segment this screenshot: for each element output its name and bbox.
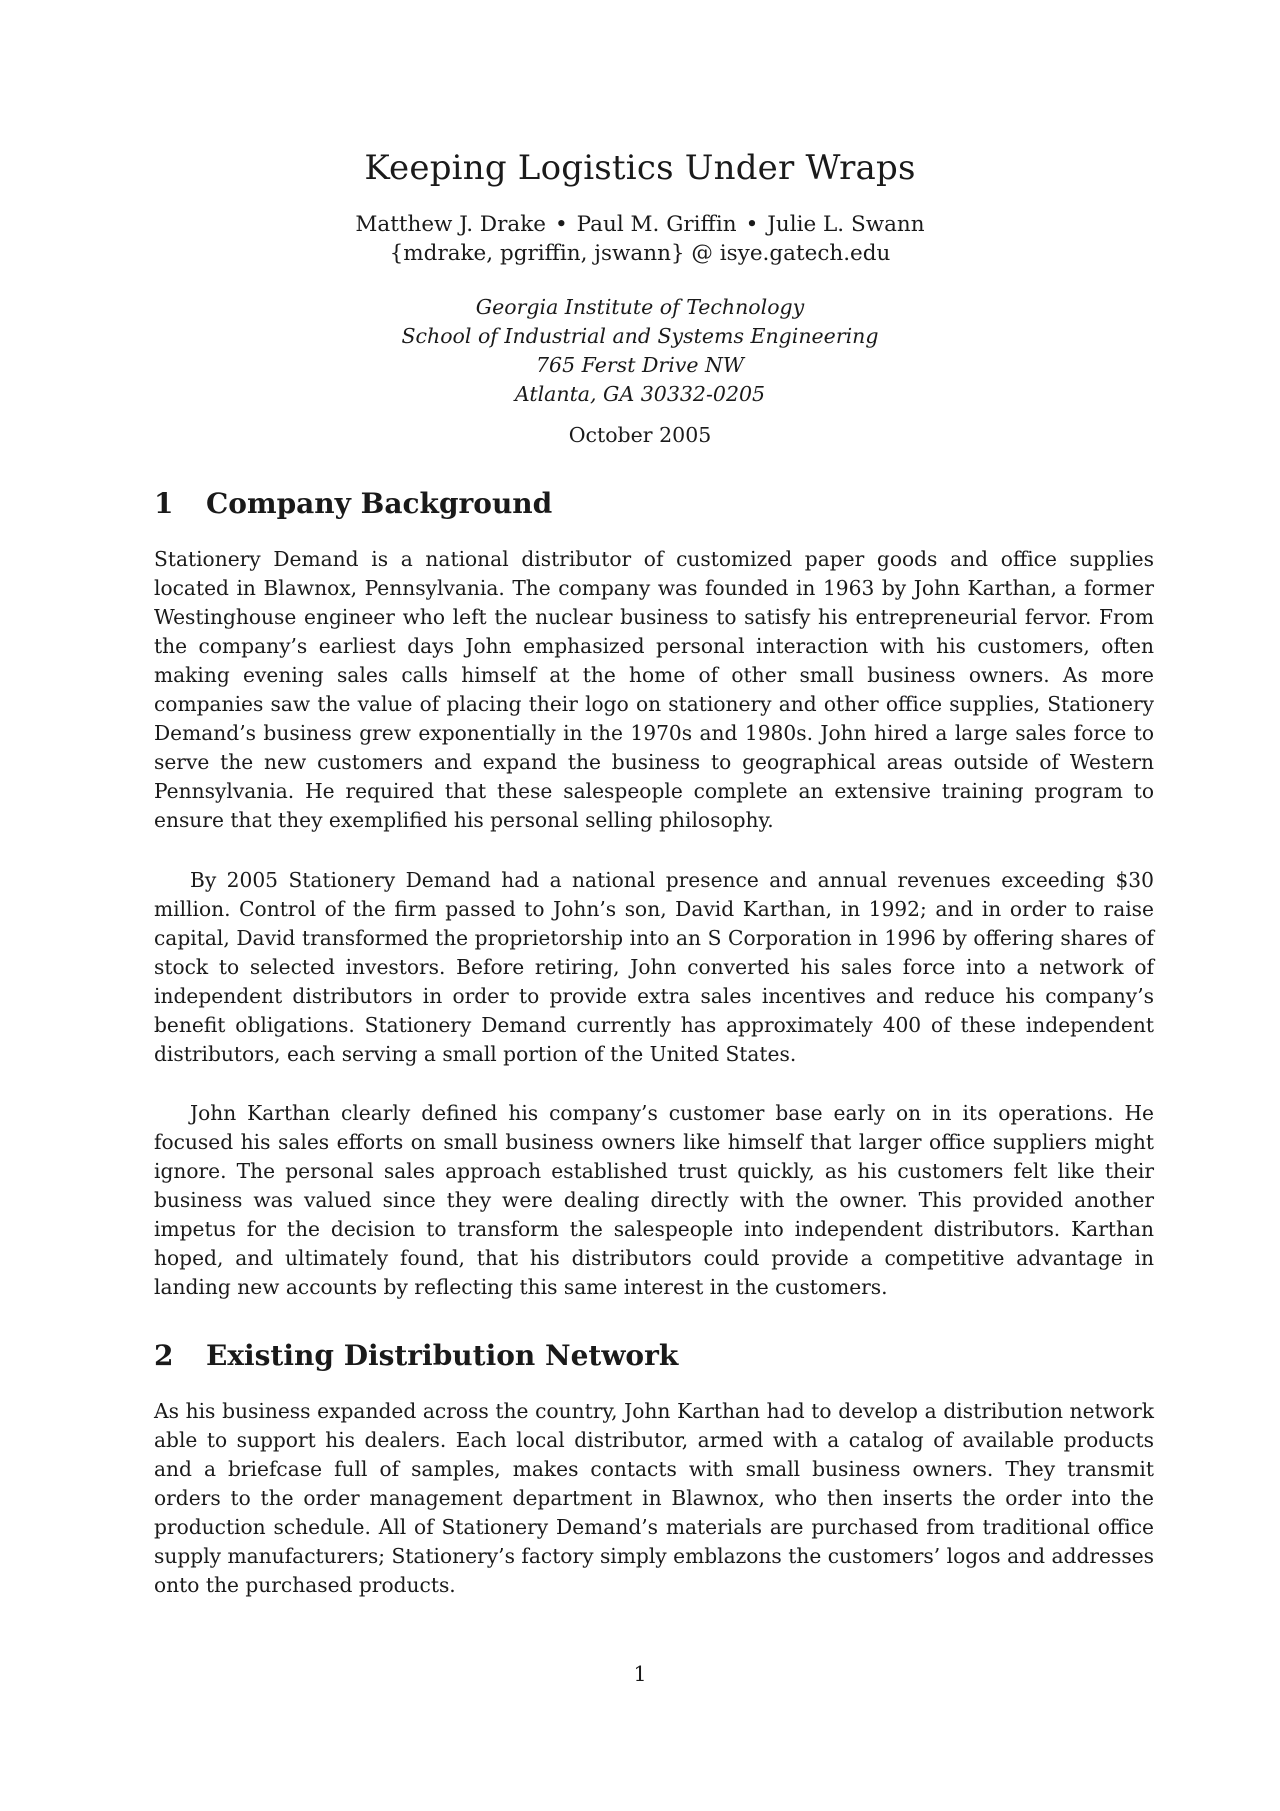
affiliation-street: 765 Ferst Drive NW: [536, 353, 744, 377]
paragraph: Stationery Demand is a national distributor of customized paper goods and office supplies located in Blawnox, Pennsylvania. The company was founded in 1963 by John Karthan, a former Westinghouse engineer who left the nuclear business to satisfy his entrepreneurial fervor. From the company’s earliest days John emphasized personal interaction with his customers, often making evening sales calls himself at the home of other small business owners. As more companies saw the value of placing their logo on stationery and other office supplies, Stationery Demand’s business grew exponentially in the 1970s and 1980s. John hired a large sales force to serve the new customers and expand the business to geographical areas outside of Western Pennsylvania. He required that these salespeople complete an extensive training program to ensure that they exemplified his personal selling philosophy.: [154, 547, 1154, 832]
section-number: 1: [154, 487, 174, 520]
affiliation-block: [0, 293, 1280, 409]
section-heading: [154, 1339, 678, 1372]
section-number: 2: [154, 1339, 174, 1372]
paragraph: As his business expanded across the country, John Karthan had to develop a distribution network able to support his dealers. Each local distributor, armed with a catalog of available products and a briefcase full of samples, makes contacts with small business owners. They transmit orders to the order management department in Blawnox, who then inserts the order into the production schedule. All of Stationery Demand’s materials are purchased from traditional office supply manufacturers; Stationery’s factory simply emblazons the customers’ logos and addresses onto the purchased products.: [154, 1399, 1154, 1597]
section-title: Existing Distribution Network: [206, 1339, 679, 1372]
page-number: 1: [633, 1662, 647, 1686]
author-list: [0, 210, 1280, 239]
affiliation-city: Atlanta, GA 30332-0205: [514, 382, 766, 406]
paragraph: By 2005 Stationery Demand had a national presence and annual revenues exceeding $30 million. Control of the firm passed to John’s son, David Karthan, in 1992; and in order to raise capital, David transformed the proprietorship into an S Corporation in 1996 by offering shares of stock to selected investors. Before retiring, John converted his sales force into a network of independent distributors in order to provide extra sales incentives and reduce his company’s benefit obligations. Stationery Demand currently has approximately 400 of these independent distributors, each serving a small portion of the United States.: [154, 868, 1154, 1066]
paragraph: John Karthan clearly defined his company’s customer base early on in its operations. He focused his sales efforts on small business owners like himself that larger office suppliers might ignore. The personal sales approach established trust quickly, as his customers felt like their business was valued since they were dealing directly with the owner. This provided another impetus for the decision to transform the salespeople into independent distributors. Karthan hoped, and ultimately found, that his distributors could provide a competitive advantage in landing new accounts by reflecting this same interest in the customers.: [154, 1101, 1154, 1299]
affiliation-institution: Georgia Institute of Technology: [475, 295, 805, 319]
paper-title: Keeping Logistics Under Wraps: [364, 148, 916, 188]
affiliation-school: School of Industrial and Systems Engineering: [401, 324, 879, 348]
bullet-separator: •: [554, 212, 568, 237]
author-name: Matthew J. Drake: [355, 212, 546, 237]
author-name: Paul M. Griffin: [576, 212, 737, 237]
author-emails: {mdrake, pgriffin, jswann} @ isye.gatech.edu: [389, 241, 891, 266]
bullet-separator: •: [745, 212, 759, 237]
section-title: Company Background: [206, 487, 553, 520]
author-block: [0, 210, 1280, 268]
section-heading: [154, 487, 552, 520]
paper-date: October 2005: [568, 423, 712, 447]
author-name: Julie L. Swann: [767, 212, 925, 237]
